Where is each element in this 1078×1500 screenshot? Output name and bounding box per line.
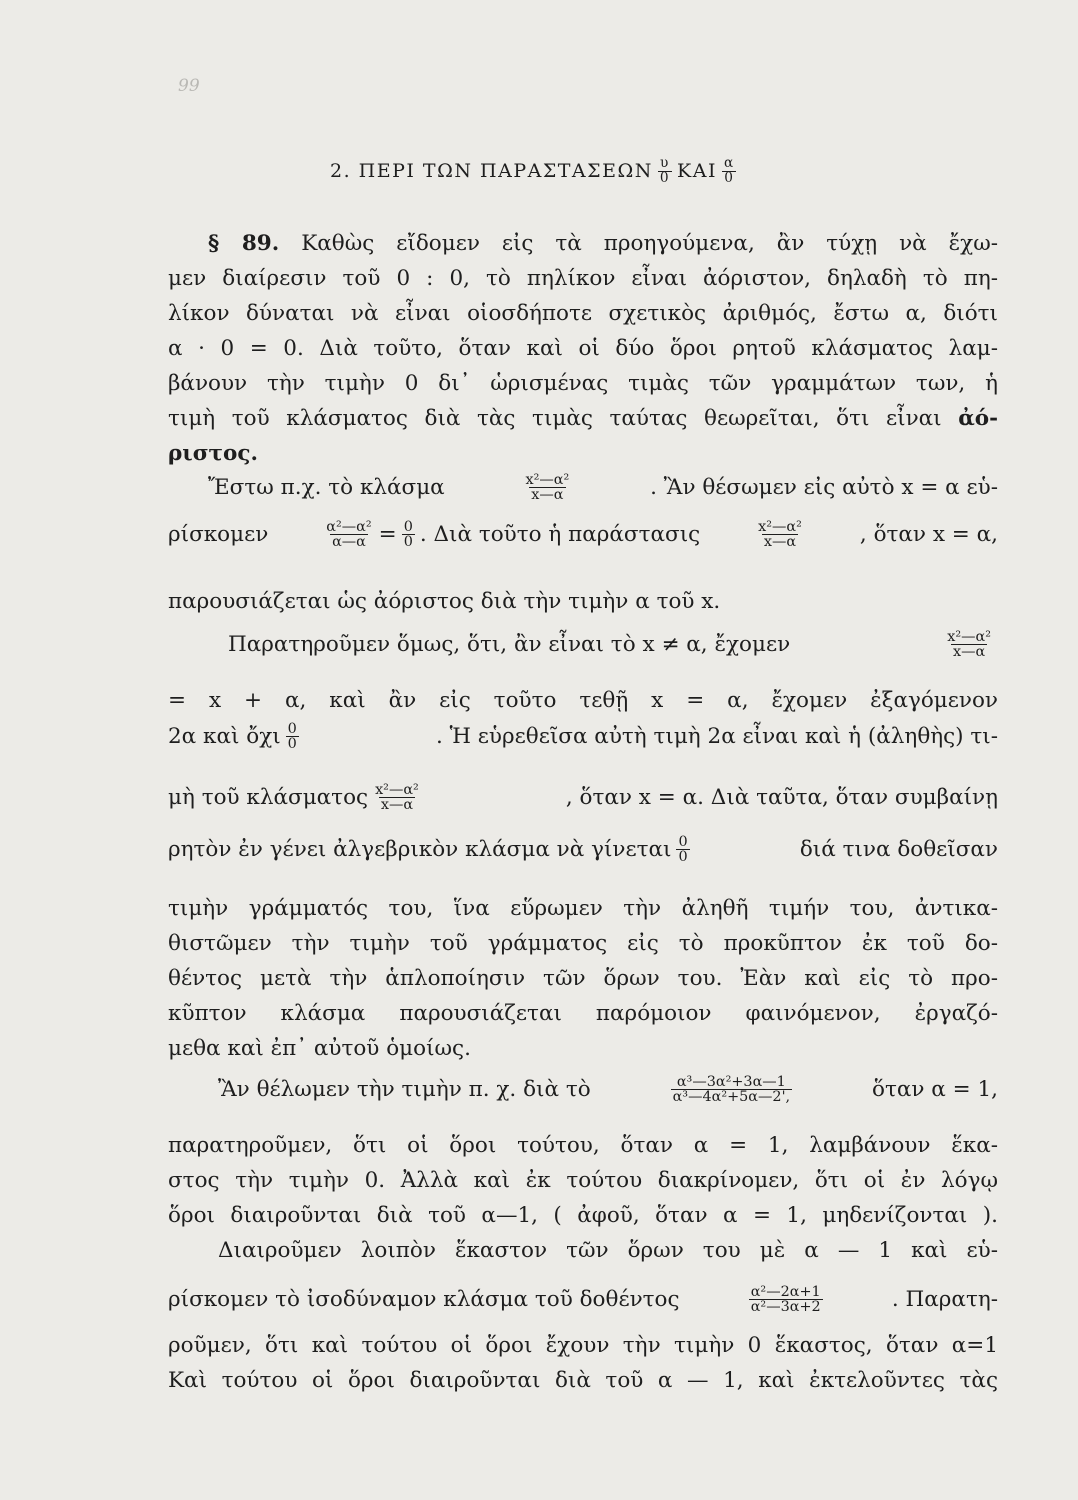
line-text: ὅταν α = 1, [872, 1077, 998, 1103]
fraction-zero-over-zero [402, 520, 415, 550]
text-line-24: ὅροι διαιροῦνται διὰ τοῦ α—1, ( ἀφοῦ, ὅταν α = 1, μηδενίζονται ). [168, 1203, 998, 1228]
fraction-zero-over-zero [676, 835, 689, 865]
fraction-numerator: υ [660, 155, 670, 171]
text-line-23: στος τὴν τιμὴν 0. Ἀλλὰ καὶ ἐκ τούτου διακρίνομεν, ὅτι οἱ ἐν λόγῳ [168, 1168, 998, 1193]
fraction-denominator: x—α [763, 534, 797, 551]
fraction-denominator: x—α [531, 487, 564, 504]
fraction-numerator: x²—α² [525, 472, 570, 488]
text-line-20: μεθα καὶ ἐπ᾽ αὐτοῦ ὁμοίως. [168, 1036, 471, 1061]
text-line-15 [168, 835, 998, 865]
section-number: § 89. [208, 231, 280, 256]
fraction-denominator: x—α [953, 644, 986, 661]
text-line-18: θέντος μετὰ τὴν ἁπλοποίησιν τῶν ὅρων του. Ἐὰν καὶ εἰς τὸ προ- [168, 966, 998, 991]
fraction-denominator: α—α [332, 534, 366, 551]
line-text: διά τινα δοθεῖσαν [799, 837, 998, 863]
text-line-25: Διαιροῦμεν λοιπὸν ἕκαστον τῶν ὅρων του μὲ α — 1 καὶ εὑ- [218, 1238, 998, 1263]
line-text: Καθὼς εἴδομεν εἰς τὰ προηγούμενα, ἂν τύχῃ νὰ ἔχω- [279, 231, 998, 256]
text-line-21 [218, 1075, 998, 1105]
line-text: . Ἂν θέσωμεν εἰς αὐτὸ x = α εὑ- [650, 475, 998, 501]
fraction-x2a2-over-xa [524, 473, 572, 503]
line-text: Παρατηροῦμεν ὅμως, ὅτι, ἂν εἶναι τὸ x ≠ α, ἔχομεν [228, 632, 791, 658]
fraction-numerator: α³—3α²+3α—1 [676, 1074, 786, 1090]
fraction-quadratic [749, 1285, 823, 1315]
text-line-16: τιμὴν γράμματός του, ἵνα εὕρωμεν τὴν ἀληθῆ τιμήν του, ἀντικα- [168, 896, 998, 921]
fraction-x2a2-over-xa [373, 783, 421, 813]
text-line-4: α · 0 = 0. Διὰ τοῦτο, ὅταν καὶ οἱ δύο ὅροι ρητοῦ κλάσματος λαμ- [168, 336, 998, 361]
text-line-3: λίκον δύναται νὰ εἶναι οἱοσδήποτε σχετικὸς ἀριθμός, ἔστω α, διότι [168, 301, 998, 326]
text-line-2: μεν διαίρεσιν τοῦ 0 : 0, τὸ πηλίκον εἶναι ἀόριστον, δηλαδὴ τὸ πη- [168, 266, 998, 291]
line-text: . Ἡ εὑρεθεῖσα αὐτὴ τιμὴ 2α εἶναι καὶ ἡ (ἀληθὴς) τι- [435, 724, 998, 750]
fraction-x2a2-over-xa [945, 630, 993, 660]
line-text: Ἔστω π.χ. τὸ κλάσμα [208, 475, 445, 501]
fraction-numerator: 0 [678, 834, 688, 850]
line-text: Ἂν θέλωμεν τὴν τιμὴν π. χ. διὰ τὸ [218, 1077, 591, 1103]
heading-conjunction: ΚΑΙ [677, 160, 717, 183]
line-text: . Διὰ τοῦτο ἡ παράστασις [419, 522, 701, 548]
section-heading [330, 157, 742, 185]
fraction-numerator: α²—2α+1 [750, 1284, 821, 1300]
fraction-denominator: 0 [659, 169, 671, 186]
line-text: ρητὸν ἐν γένει ἀλγεβρικὸν κλάσμα νὰ γίνεται [168, 837, 672, 863]
text-line-19: κῦπτον κλάσμα παρουσιάζεται παρόμοιον φαινόμενον, ἐργαζό- [168, 1001, 998, 1026]
fraction-denominator: α²—3α+2 [750, 1299, 821, 1316]
fraction-denominator: α³—4α²+5α—2', [672, 1089, 791, 1106]
line-text: ρίσκομεν [168, 522, 269, 548]
fraction-denominator: 0 [678, 849, 688, 866]
text-line-10: παρουσιάζεται ὡς ἀόριστος διὰ τὴν τιμὴν α τοῦ x. [168, 589, 721, 614]
line-text: 2α καὶ ὄχι [168, 724, 281, 750]
fraction-numerator: 0 [287, 721, 297, 737]
text-line-22: παρατηροῦμεν, ὅτι οἱ ὅροι τούτου, ὅταν α = 1, λαμβάνουν ἕκα- [168, 1133, 998, 1158]
page-number: 99 [178, 76, 200, 96]
fraction-numerator: x²—α² [375, 782, 419, 798]
line-text: , ὅταν x = α. Διὰ ταῦτα, ὅταν συμβαίνῃ [565, 785, 998, 811]
text-line-7 [168, 443, 998, 465]
heading-prefix: 2. ΠΕΡΙ ΤΩΝ ΠΑΡΑΣΤΑΣΕΩΝ [330, 160, 653, 183]
emphasis-text: ριστος. [168, 441, 258, 466]
fraction-cubic [671, 1075, 793, 1105]
text-line-5: βάνουν τὴν τιμὴν 0 δι᾽ ὡρισμένας τιμὰς τῶν γραμμάτων των, ἡ [168, 371, 998, 396]
line-text: τιμὴ τοῦ κλάσματος διὰ τὰς τιμὰς ταύτας θεωρεῖται, ὅτι εἶναι [168, 406, 959, 431]
fraction-x2a2-over-xa [756, 520, 804, 550]
fraction-a2a2-over-aa [324, 520, 373, 550]
fraction-zero-over-zero [286, 722, 299, 752]
heading-fraction-2 [722, 157, 737, 185]
text-line-8 [208, 473, 998, 503]
text-line-12: = x + α, καὶ ἂν εἰς τοῦτο τεθῇ x = α, ἔχομεν ἐξαγόμενον [168, 688, 998, 713]
fraction-denominator: x—α [380, 797, 414, 814]
text-line-1 [208, 233, 998, 255]
text-line-13 [168, 722, 998, 752]
equals-sign: = [378, 522, 397, 548]
fraction-numerator: x²—α² [947, 629, 991, 645]
line-text: , ὅταν x = α, [859, 522, 998, 548]
fraction-numerator: α²—α² [326, 519, 372, 535]
fraction-denominator: 0 [403, 534, 413, 551]
fraction-numerator: α [723, 155, 735, 171]
heading-fraction-1 [658, 157, 672, 185]
fraction-numerator: 0 [403, 519, 413, 535]
text-line-28: Καὶ τούτου οἱ ὅροι διαιροῦνται διὰ τοῦ α — 1, καὶ ἐκτελοῦντες τὰς [168, 1368, 998, 1393]
text-line-27: ροῦμεν, ὅτι καὶ τούτου οἱ ὅροι ἔχουν τὴν τιμὴν 0 ἕκαστος, ὅταν α=1 [168, 1333, 998, 1358]
text-line-9 [168, 520, 998, 550]
text-line-11 [228, 630, 998, 660]
fraction-denominator: 0 [287, 736, 297, 753]
text-line-14 [168, 783, 998, 813]
line-text: μὴ τοῦ κλάσματος [168, 785, 369, 811]
text-line-26 [168, 1285, 998, 1315]
fraction-denominator: 0 [724, 169, 735, 186]
line-text: ρίσκομεν τὸ ἰσοδύναμον κλάσμα τοῦ δοθέντος [168, 1287, 680, 1313]
text-line-17: θιστῶμεν τὴν τιμὴν τοῦ γράμματος εἰς τὸ προκῦπτον ἐκ τοῦ δο- [168, 931, 998, 956]
line-text: . Παρατη- [891, 1287, 998, 1313]
text-line-6 [168, 408, 998, 430]
emphasis-text: ἀό- [958, 406, 998, 431]
fraction-numerator: x²—α² [758, 519, 802, 535]
